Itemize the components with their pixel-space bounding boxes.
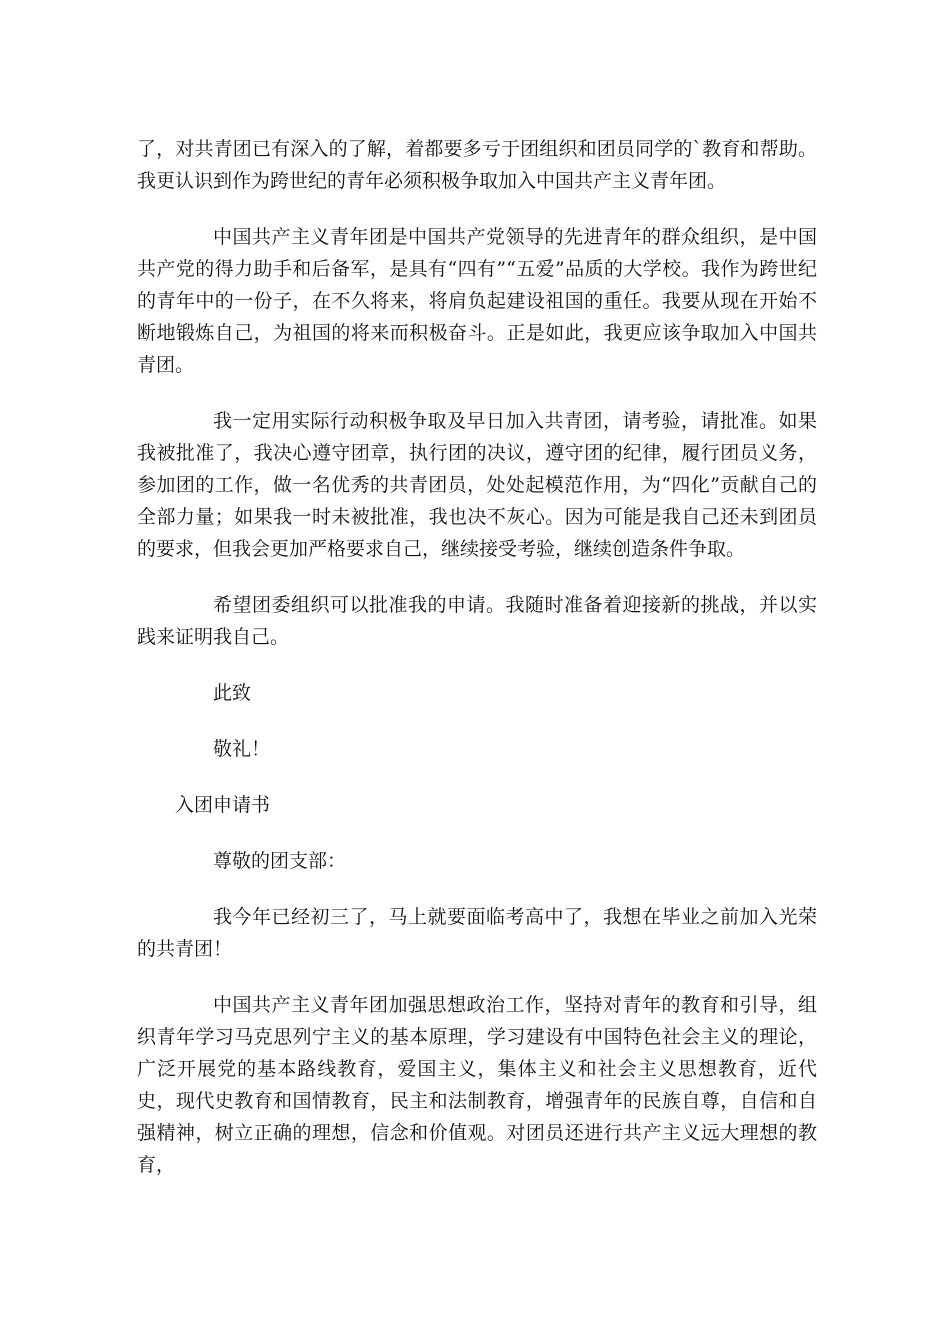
section-title: 入团申请书	[175, 794, 271, 816]
paragraph-commitment: 我一定用实际行动积极争取及早日加入共青团，请考验，请批准。如果我被批准了，我决心遵守团章，执行团的决议，遵守团的纪律，履行团员义务，参加团的工作，做一名优秀的共青团员，处处起模范作用，为“四化”贡献自己的全部力量；如果我一时未被批准，我也决不灰心。因为可能是我自己还未到团员的要求，但我会更加严格要求自己，继续接受考验，继续创造条件争取。	[137, 410, 817, 560]
paragraph-continuation: 了，对共青团已有深入的了解，着都要多亏于团组织和团员同学的`教育和帮助。我更认识到作为跨世纪的青年必须积极争取加入中国共产主义青年团。	[137, 138, 817, 192]
paragraph-league-description: 中国共产主义青年团是中国共产党领导的先进青年的群众组织，是中国共产党的得力助手和后备军，是具有“四有”“五爱”品质的大学校。我作为跨世纪的青年中的一份子，在不久将来，将肩负起建设祖国的重任。我要从现在开始不断地锻炼自己，为祖国的将来而积极奋斗。正是如此，我更应该争取加入中国共青团。	[137, 226, 817, 376]
paragraph-intro: 我今年已经初三了，马上就要面临考高中了，我想在毕业之前加入光荣的共青团！	[137, 906, 817, 960]
letter-greeting: 尊敬的团支部：	[213, 850, 347, 872]
paragraph-league-work: 中国共产主义青年团加强思想政治工作，坚持对青年的教育和引导，组织青年学习马克思列宁主义的基本原理，学习建设有中国特色社会主义的理论，广泛开展党的基本路线教育，爱国主义，集体主义和社会主义思想教育，近代史，现代史教育和国情教育，民主和法制教育，增强青年的民族自尊，自信和自强精神，树立正确的理想，信念和价值观。对团员还进行共产主义远大理想的教育，	[137, 994, 817, 1176]
closing-salutation: 此致	[213, 682, 252, 704]
document-body	[137, 133, 817, 1205]
closing-regards: 敬礼！	[213, 738, 271, 760]
paragraph-hope: 希望团委组织可以批准我的申请。我随时准备着迎接新的挑战，并以实践来证明我自己。	[137, 594, 817, 648]
